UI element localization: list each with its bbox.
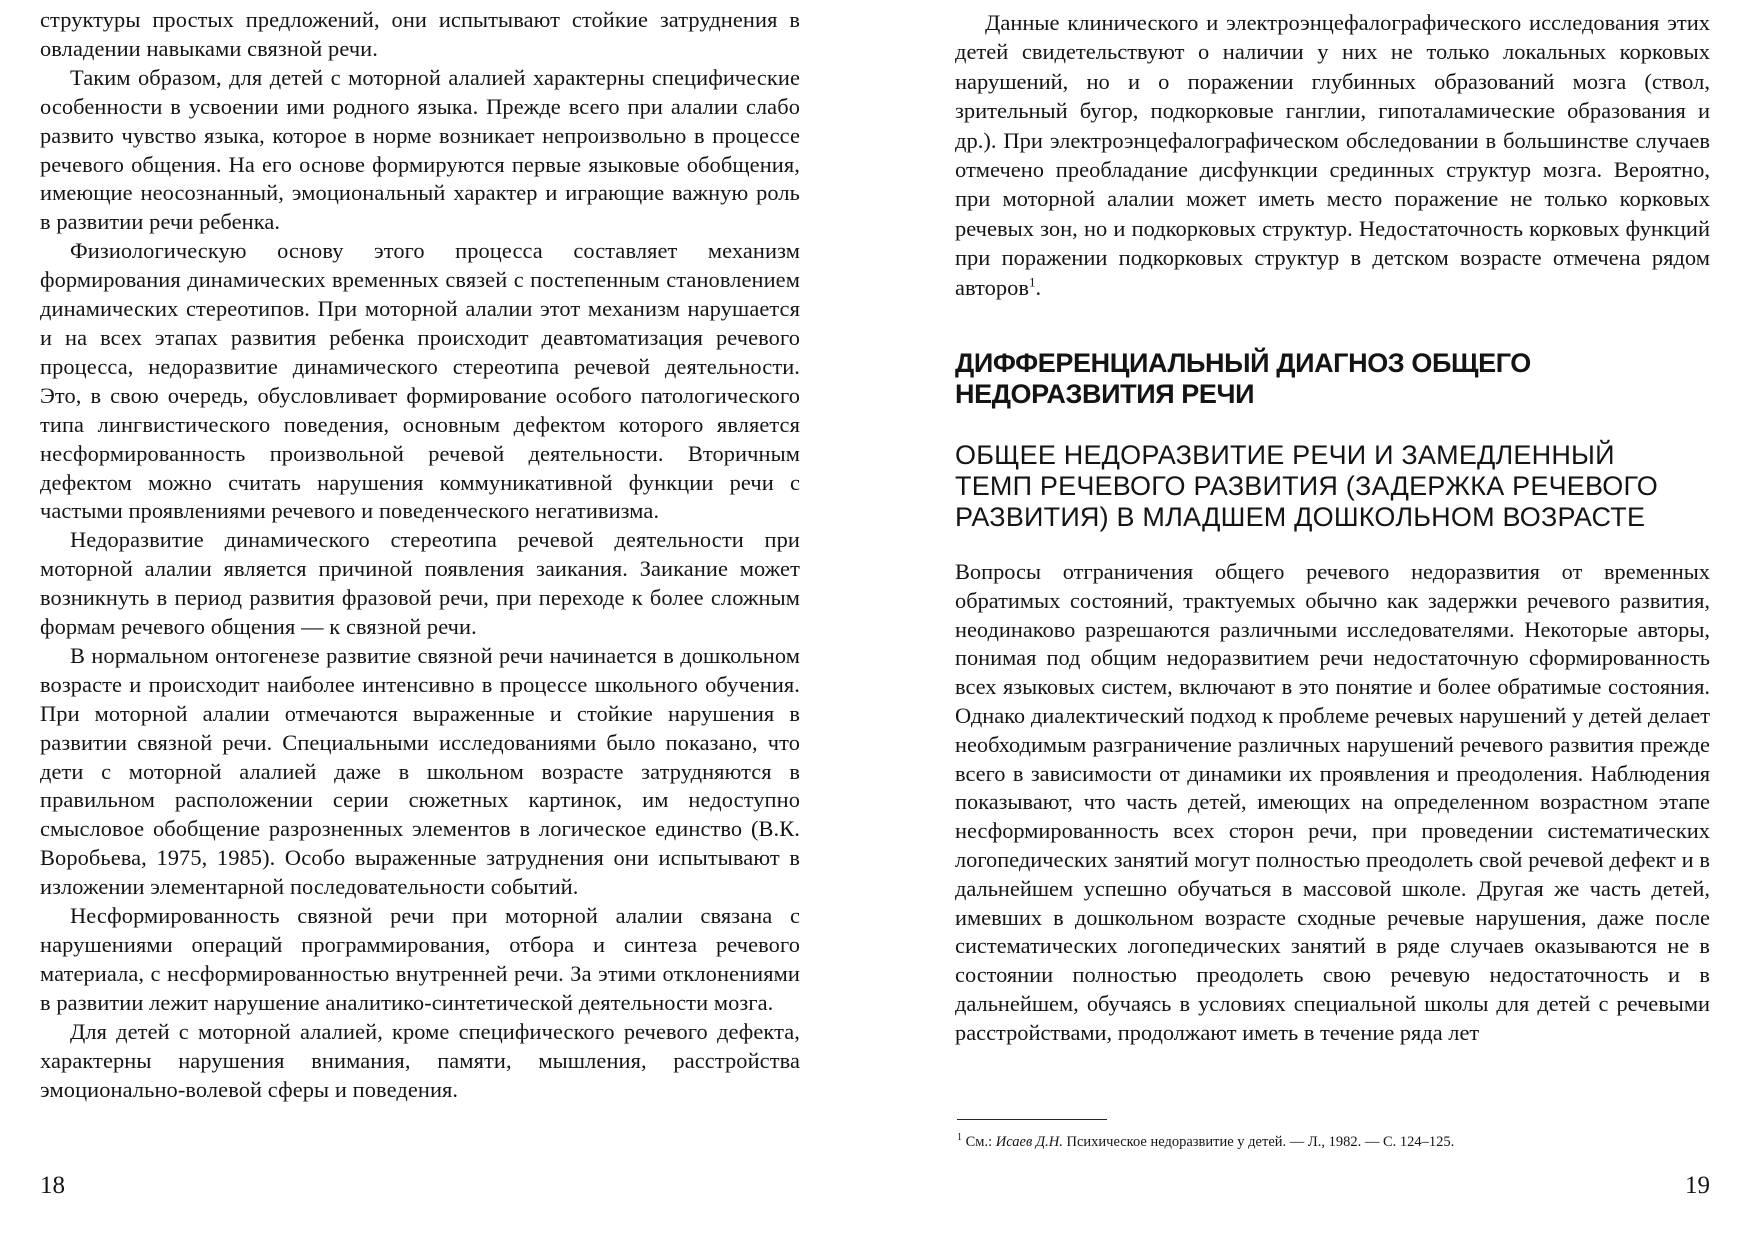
subsection-heading-line-2: ТЕМП РЕЧЕВОГО РАЗВИТИЯ (ЗАДЕРЖКА РЕЧЕВОГО: [955, 471, 1658, 501]
right-main-text: [955, 558, 1710, 1048]
footnote-ref: 1: [1028, 274, 1036, 290]
right-paragraph-2: Вопросы отграничения общего речевого недоразвития от временных обратимых состояний, трактуемых обычно как задержки речевого развития, неодинаково разрешаются различными исследователями. Некоторые авторы, понимая под общим недоразвитием речи недостаточную сформированность всех языковых систем, включают в это понятие и более обратимые состояния. Однако диалектический подход к проблеме речевых нарушений у детей делает необходимым разграничение различных нарушений речевого развития прежде всего в зависимости от динамики их проявления и преодоления. Наблюдения показывают, что часть детей, имеющих на определенном возрастном этапе несформированность всех сторон речи, при проведении систематических логопедических занятий могут полностью преодолеть свой речевой дефект и в дальнейшем успешно обучаться в массовой школе. Другая же часть детей, имевших в дошкольном возрасте сходные речевые нарушения, даже после систематических логопедических занятий в ряде случаев оказываются не в состоянии полностью преодолеть свою речевую недостаточность и в дальнейшем, обучаясь в условиях специальной школы для детей с речевыми расстройствами, продолжают иметь в течение ряда лет: [955, 559, 1710, 1045]
left-paragraph-5: В нормальном онтогенезе развитие связной речи начинается в дошкольном возрасте и происходит наиболее интенсивно в процессе школьного обучения. При моторной алалии отмечаются выраженные и стойкие нарушения в развитии связной речи. Специальными исследованиями было показано, что дети с моторной алалией даже в школьном возрасте затрудняются в правильном расположении серии сюжетных картинок, им недоступно смысловое обобщение разрозненных элементов в логическое единство (В.К. Воробьева, 1975, 1985). Особо выраженные затруднения они испытывают в изложении элементарной последовательности событий.: [40, 642, 800, 900]
footnote-author: Исаев Д.Н.: [995, 1134, 1063, 1150]
right-paragraph-1-text: Данные клинического и электроэнцефалографического исследования этих детей свидетельствуют о наличии у них не только локальных корковых нарушений, но и о поражении глубинных образований мозга (ствол, зрительный бугор, подкорковые ганглии, гипоталамические образования и др.). При электроэнцефалографическом обследовании в большинстве случаев отмечено преобладание дисфункции срединных структур мозга. Вероятно, при моторной алалии может иметь место поражение не только корковых речевых зон, но и подкорковых структур. Недостаточность корковых функций при поражении подкорковых структур в детском возрасте отмечена рядом авторов: [955, 10, 1710, 300]
subsection-heading-line-3: РАЗВИТИЯ) В МЛАДШЕМ ДОШКОЛЬНОМ ВОЗРАСТЕ: [955, 502, 1646, 532]
subsection-heading-line-1: ОБЩЕЕ НЕДОРАЗВИТИЕ РЕЧИ И ЗАМЕДЛЕННЫЙ: [955, 440, 1615, 470]
subsection-heading: [955, 440, 1710, 533]
right-page: [955, 0, 1710, 1240]
right-top-text: [955, 8, 1710, 302]
left-page: [40, 0, 800, 1240]
footnote: [957, 1133, 1707, 1151]
left-page-text: [40, 6, 800, 1104]
section-heading: [955, 348, 1710, 410]
left-paragraph-4: Недоразвитие динамического стереотипа речевой деятельности при моторной алалии является причиной появления заикания. Заикание может возникнуть в период развития фразовой речи, при переходе к более сложным формам речевого общения — к связной речи.: [40, 527, 800, 640]
left-paragraph-6: Несформированность связной речи при моторной алалии связана с нарушениями операций программирования, отбора и синтеза речевого материала, с несформированностью внутренней речи. За этими отклонениями в развитии лежит нарушение аналитико-синтетической деятельности мозга.: [40, 903, 800, 1015]
left-paragraph-7: Для детей с моторной алалией, кроме специфического речевого дефекта, характерны нарушения внимания, памяти, мышления, расстройства эмоционально-волевой сферы и поведения.: [40, 1018, 800, 1102]
left-paragraph-3: Физиологическую основу этого процесса составляет механизм формирования динамических временных связей с постепенным становлением динамических стереотипов. При моторной алалии этот механизм нарушается и на всех этапах развития ребенка происходит деавтоматизация речевого процесса, недоразвитие динамического стереотипа речевой деятельности. Это, в свою очередь, обусловливает формирование особого патологического типа лингвистического поведения, основным дефектом которого является несформированность произвольной речевой деятельности. Вторичным дефектом можно считать нарушения коммуникативной функции речи с частыми проявлениями речевого и поведенческого негативизма.: [40, 238, 800, 524]
footnote-rule: [957, 1119, 1107, 1120]
left-page-number: 18: [40, 1172, 65, 1199]
right-page-number: 19: [1685, 1172, 1710, 1199]
footnote-text: Психическое недоразвитие у детей. — Л., 1982. — С. 124–125.: [1066, 1134, 1455, 1150]
right-paragraph-1: Данные клинического и электроэнцефалографического исследования этих детей свидетельствуют о наличии у них не только локальных корковых нарушений, но и о поражении глубинных образований мозга (ствол, зрительный бугор, подкорковые ганглии, гипоталамические образования и др.). При электроэнцефалографическом обследовании в большинстве случаев отмечено преобладание дисфункции срединных структур мозга. Вероятно, при моторной алалии может иметь место поражение не только корковых речевых зон, но и подкорковых структур. Недостаточность корковых функций при поражении подкорковых структур в детском возрасте отмечена рядом авторов$^1$.: [955, 10, 1710, 300]
footnote-prefix: См.:: [965, 1134, 993, 1150]
section-heading-line-1: ДИФФЕРЕНЦИАЛЬНЫЙ ДИАГНОЗ ОБЩЕГО: [955, 348, 1531, 378]
section-heading-line-2: НЕДОРАЗВИТИЯ РЕЧИ: [955, 379, 1255, 409]
left-paragraph-2: Таким образом, для детей с моторной алалией характерны специфические особенности в усвоении ими родного языка. Прежде всего при алалии слабо развито чувство языка, которое в норме возникает непроизвольно в процессе речевого общения. На его основе формируются первые языковые обобщения, имеющие неосознанный, эмоциональный характер и играющие важную роль в развитии речи ребенка.: [40, 64, 800, 235]
left-paragraph-1: структуры простых предложений, они испытывают стойкие затруднения в овладении навыками связной речи.: [40, 7, 800, 61]
footnote-marker: 1: [957, 1132, 962, 1144]
